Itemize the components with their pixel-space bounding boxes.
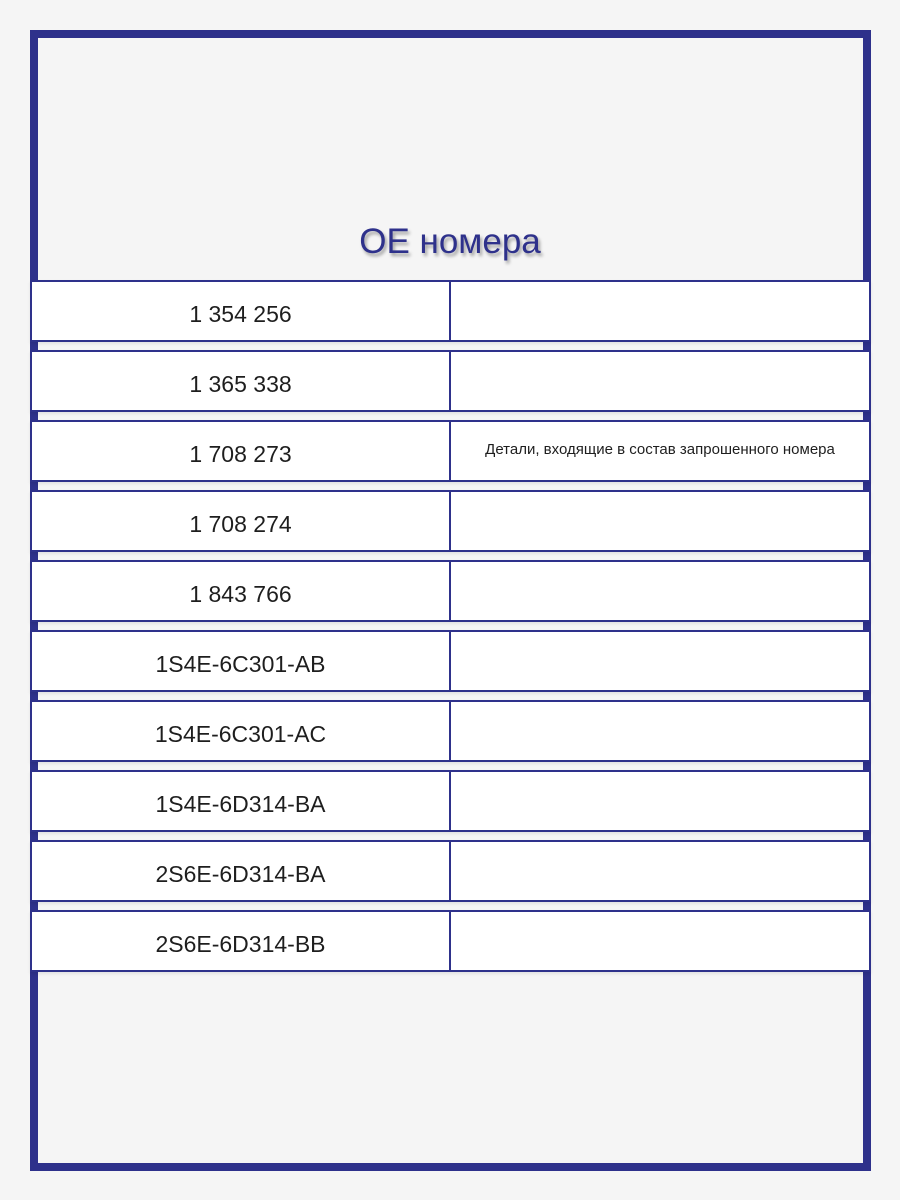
table-row [30, 560, 871, 622]
table-row [30, 490, 871, 552]
row-note [451, 772, 869, 830]
table-row [30, 350, 871, 412]
table-row [30, 700, 871, 762]
table-row [30, 840, 871, 902]
oe-number: 1 354 256 [32, 282, 451, 340]
oe-number: 1S4E-6D314-BA [32, 772, 451, 830]
oe-number: 1 365 338 [32, 352, 451, 410]
row-note [451, 562, 869, 620]
row-note [451, 702, 869, 760]
table-row [30, 910, 871, 972]
table-row [30, 420, 871, 482]
table-row [30, 770, 871, 832]
table-row [30, 280, 871, 342]
oe-number: 2S6E-6D314-BB [32, 912, 451, 970]
table-row [30, 630, 871, 692]
row-note [451, 912, 869, 970]
row-note [451, 282, 869, 340]
page-title: OE номера [359, 222, 541, 261]
oe-number: 1 843 766 [32, 562, 451, 620]
oe-number: 1 708 274 [32, 492, 451, 550]
oe-number: 1S4E-6C301-AB [32, 632, 451, 690]
row-note [451, 352, 869, 410]
row-note [451, 632, 869, 690]
oe-number: 2S6E-6D314-BA [32, 842, 451, 900]
oe-number: 1 708 273 [32, 422, 451, 480]
row-note [451, 492, 869, 550]
row-note: Детали, входящие в состав запрошенного номера [485, 440, 835, 458]
oe-number: 1S4E-6C301-AC [32, 702, 451, 760]
row-note [451, 842, 869, 900]
